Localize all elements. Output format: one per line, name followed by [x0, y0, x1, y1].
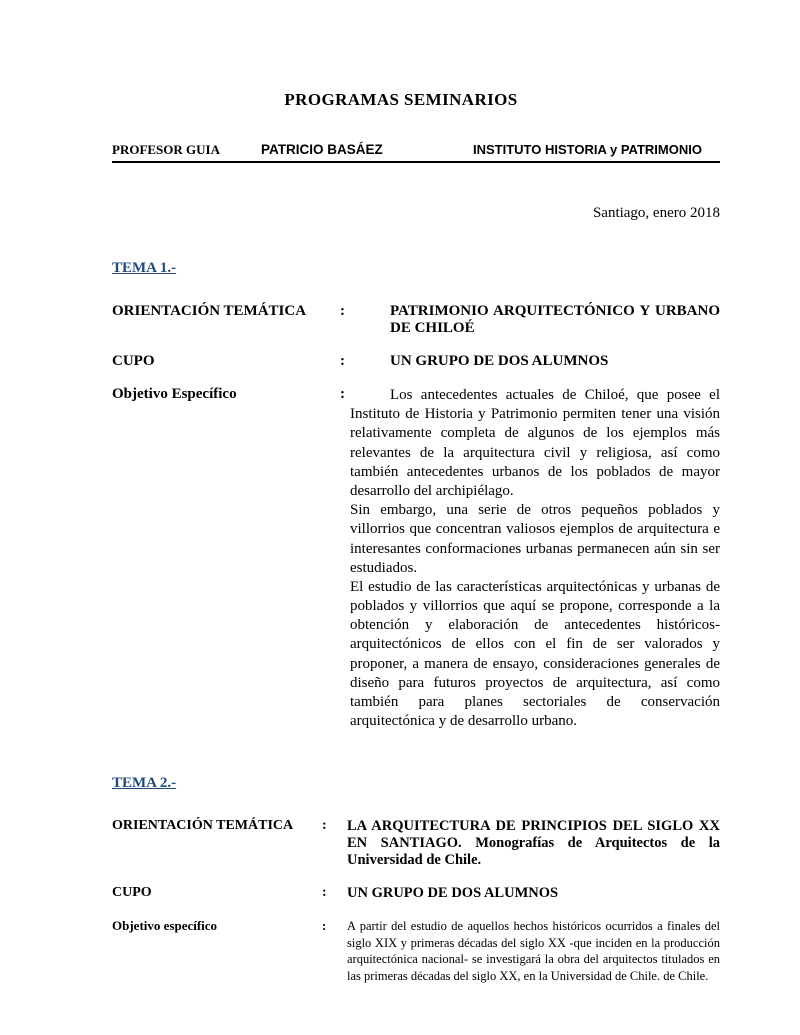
orientacion-label: ORIENTACIÓN TEMÁTICA: [112, 818, 294, 834]
tema-1-cupo-row: [112, 353, 720, 370]
objetivo-paragraph: Sin embargo, una serie de otros pequeños poblados y villorrios que concentran valiosos ejemplos de arquitectura e interesantes conformaciones urbanas permanecen aún sin ser estudiados.: [350, 502, 720, 576]
tema-2-orientacion-row: [112, 818, 720, 869]
objetivo-label: Objetivo Específico: [112, 386, 237, 402]
tema-2-section: [112, 775, 720, 984]
professor-line: [112, 142, 720, 163]
objetivo-paragraph: A partir del estudio de aquellos hechos históricos ocurridos a finales del siglo XIX y primeras décadas del siglo XX -que inciden en la producción arquitectónica nacional- se investigará la obra del arquitectos titulados en las primeras décadas del siglo XX, en la Universidad de Chile. de Chile.: [347, 919, 720, 983]
cupo-value: UN GRUPO DE DOS ALUMNOS: [390, 353, 609, 369]
institute-name: INSTITUTO HISTORIA y PATRIMONIO: [473, 142, 702, 157]
cupo-label: CUPO: [112, 353, 155, 369]
tema-2-cupo-row: [112, 885, 720, 902]
tema-2-heading: TEMA 2.-: [112, 775, 177, 792]
colon-separator: :: [340, 303, 345, 319]
cupo-value: UN GRUPO DE DOS ALUMNOS: [347, 885, 559, 902]
orientacion-value: PATRIMONIO ARQUITECTÓNICO Y URBANO DE CHILOÉ: [390, 303, 720, 336]
professor-guide-label: PROFESOR GUIA: [112, 142, 220, 157]
objetivo-paragraphs: [347, 918, 720, 984]
tema-1-section: [112, 260, 720, 731]
colon-separator: :: [322, 885, 327, 901]
objetivo-label: Objetivo específico: [112, 918, 218, 934]
objetivo-paragraph: El estudio de las características arquitectónicas y urbanas de poblados y villorrios que aquí se propone, corresponde a la obtención y elaboración de antecedentes históricos-arquitectónicos de ellos con el fin de ser valorados y proponer, a manera de ensayo, consideraciones generales de diseño para futuros proyectos de arquitectura, así como también para planes sectoriales de conservación arquitectónica y de desarrollo urbano.: [350, 578, 720, 730]
date-line: Santiago, enero 2018: [592, 205, 720, 221]
tema-1-orientacion-row: [112, 303, 720, 337]
orientacion-value: LA ARQUITECTURA DE PRINCIPIOS DEL SIGLO XX EN SANTIAGO. Monografías de Arquitectos de la Universidad de Chile.: [347, 818, 720, 869]
colon-separator: :: [322, 818, 327, 834]
tema-1-objetivo-row: [112, 386, 720, 731]
tema-1-heading: TEMA 1.-: [112, 260, 177, 276]
objetivo-paragraph: Los antecedentes actuales de Chiloé, que posee el Instituto de Historia y Patrimonio permiten tener una visión relativamente completa de algunos de los ejemplos más relevantes de la arquitectura civil y religiosa, así como también antecedentes urbanos de los poblados de mayor desarrollo del archipiélago.: [350, 387, 720, 499]
professor-name: PATRICIO BASÁEZ: [261, 142, 383, 157]
page-title: PROGRAMAS SEMINARIOS: [284, 90, 518, 109]
colon-separator: :: [322, 918, 327, 934]
colon-separator: :: [340, 386, 345, 402]
tema-2-objetivo-row: [112, 918, 720, 984]
objetivo-paragraphs: [350, 386, 720, 731]
cupo-label: CUPO: [112, 885, 152, 901]
orientacion-label: ORIENTACIÓN TEMÁTICA: [112, 303, 307, 319]
colon-separator: :: [340, 353, 345, 369]
